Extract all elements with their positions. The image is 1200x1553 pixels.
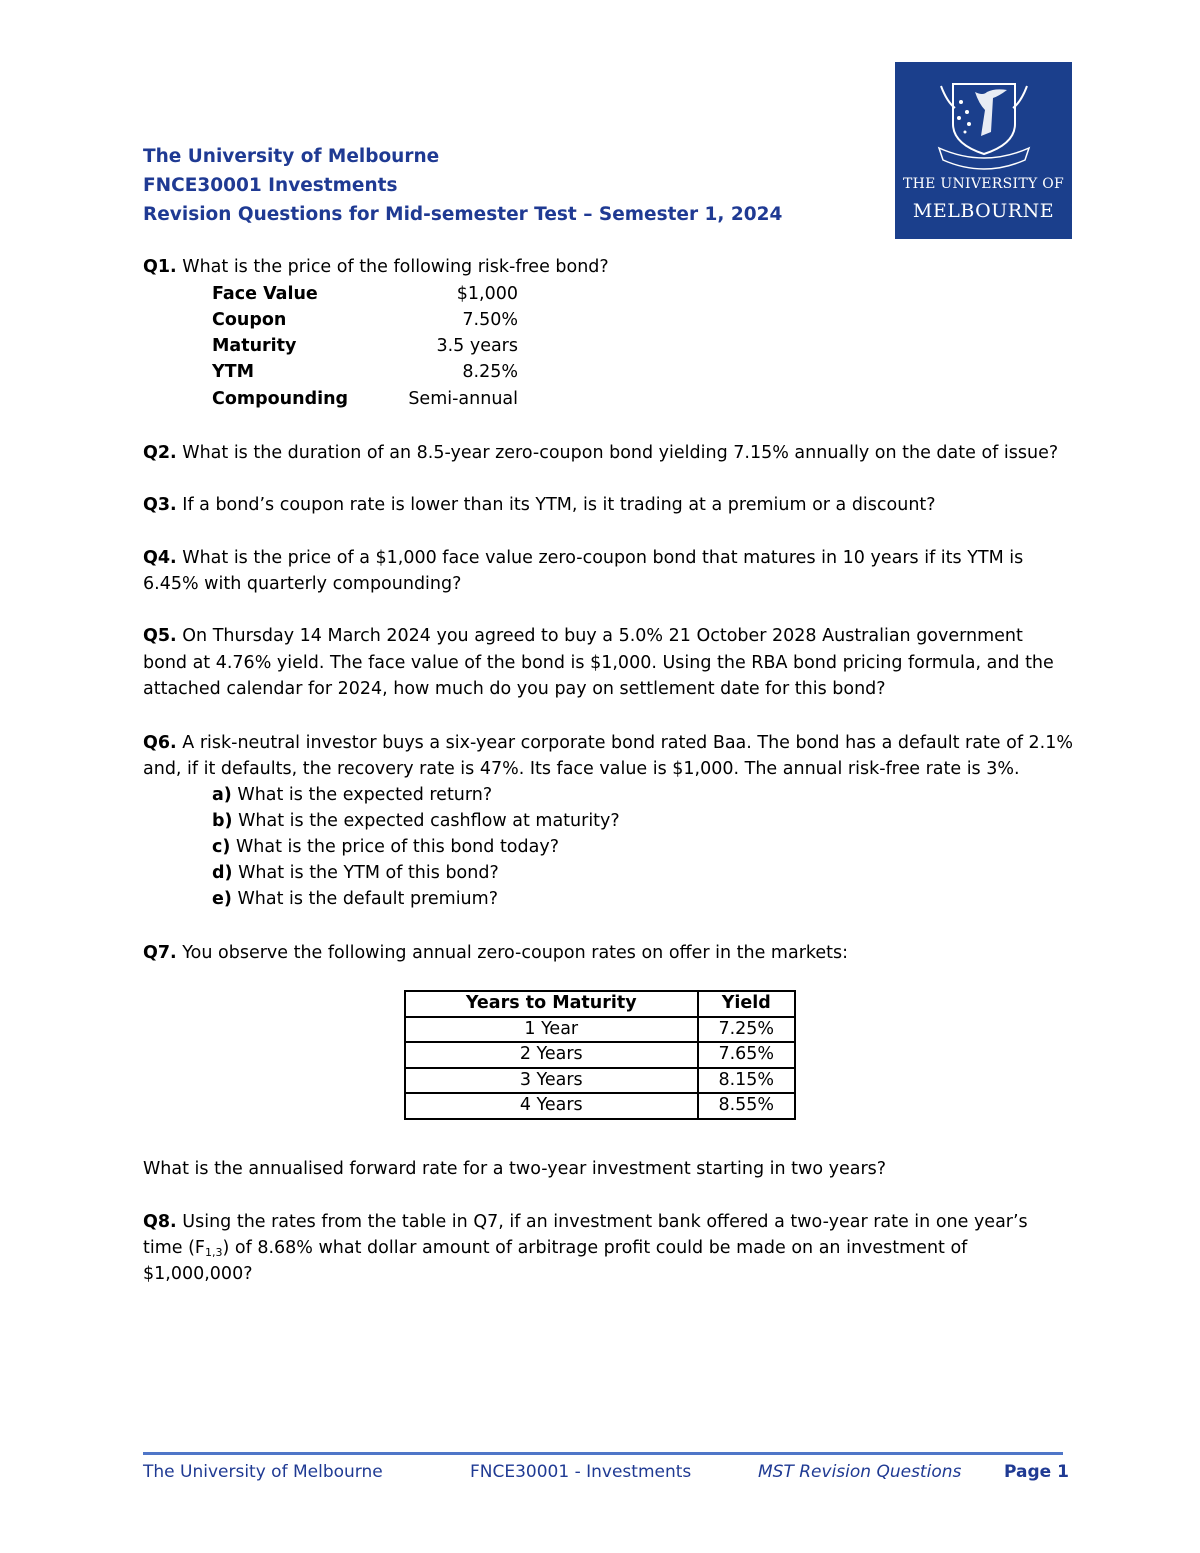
table-cell-years: 3 Years <box>405 1068 698 1094</box>
part-label: a) <box>212 785 232 805</box>
q6-part-d <box>212 860 499 886</box>
spec-ytm <box>212 359 518 385</box>
part-label: b) <box>212 811 233 831</box>
q8-text-line3: $1,000,000? <box>143 1264 253 1284</box>
q5-text-line2: bond at 4.76% yield. The face value of the bond is $1,000. Using the RBA bond pricing formula, and the <box>143 653 1054 673</box>
footer-page-number: Page 1 <box>1004 1462 1069 1482</box>
spec-value: Semi-annual <box>408 389 518 409</box>
q6-text-line2: and, if it defaults, the recovery rate is 47%. Its face value is $1,000. The annual risk-free rate is 3%. <box>143 759 1020 779</box>
table-cell-yield: 8.55% <box>698 1093 795 1119</box>
table-header: Yield <box>698 991 795 1017</box>
footer-doc-title: MST Revision Questions <box>758 1462 962 1482</box>
part-label: e) <box>212 889 232 909</box>
logo-line2: MELBOURNE <box>912 200 1055 222</box>
logo-line1: THE UNIVERSITY OF <box>902 176 1065 192</box>
q2-question <box>143 440 1058 466</box>
spec-label: YTM <box>212 362 255 382</box>
spec-label: Face Value <box>212 284 318 304</box>
table-cell-yield: 8.15% <box>698 1068 795 1094</box>
q7-question <box>143 940 848 966</box>
q4-question <box>143 545 1023 571</box>
part-text: What is the YTM of this bond? <box>238 863 499 883</box>
zero-coupon-rates-table <box>404 990 796 1120</box>
q1-text: What is the price of the following risk-free bond? <box>182 257 609 277</box>
part-label: d) <box>212 863 233 883</box>
q3-question <box>143 492 936 518</box>
q4-text-line1: What is the price of a $1,000 face value zero-coupon bond that matures in 10 years if its YTM is <box>182 548 1024 568</box>
q8-number: Q8. <box>143 1212 177 1232</box>
table-cell-yield: 7.65% <box>698 1042 795 1068</box>
spec-compounding <box>212 386 518 412</box>
q5-number: Q5. <box>143 626 177 646</box>
spec-value: 7.50% <box>462 310 518 330</box>
header-subject: FNCE30001 Investments <box>143 175 398 196</box>
spec-value: $1,000 <box>456 284 518 304</box>
q3-number: Q3. <box>143 495 177 515</box>
table-cell-years: 1 Year <box>405 1017 698 1043</box>
q7-number: Q7. <box>143 943 177 963</box>
table-row <box>405 1017 795 1043</box>
footer-subject: FNCE30001 - Investments <box>470 1462 692 1482</box>
part-text: What is the default premium? <box>237 889 498 909</box>
table-row <box>405 1093 795 1119</box>
q8-text-line2 <box>143 1235 967 1261</box>
q6-part-e <box>212 886 498 912</box>
spec-label: Maturity <box>212 336 297 356</box>
q6-question <box>143 730 1073 756</box>
table-header: Years to Maturity <box>405 991 698 1017</box>
spec-value: 3.5 years <box>436 336 518 356</box>
q8-line2-pre: time (F <box>143 1238 205 1258</box>
q2-text: What is the duration of an 8.5-year zero-coupon bond yielding 7.15% annually on the date of issue? <box>182 443 1059 463</box>
q5-text-line1: On Thursday 14 March 2024 you agreed to buy a 5.0% 21 October 2028 Australian government <box>182 626 1023 646</box>
spec-coupon <box>212 307 518 333</box>
spec-value: 8.25% <box>462 362 518 382</box>
q6-number: Q6. <box>143 733 177 753</box>
q6-part-c <box>212 834 559 860</box>
spec-maturity <box>212 333 518 359</box>
q5-question <box>143 623 1023 649</box>
q4-number: Q4. <box>143 548 177 568</box>
q7-text: You observe the following annual zero-coupon rates on offer in the markets: <box>182 943 849 963</box>
q6-part-b <box>212 808 620 834</box>
table-cell-years: 4 Years <box>405 1093 698 1119</box>
q6-part-a <box>212 782 492 808</box>
part-text: What is the price of this bond today? <box>235 837 559 857</box>
q8-line2-post: ) of 8.68% what dollar amount of arbitrage profit could be made on an investment of <box>222 1238 968 1258</box>
q1-question <box>143 254 609 280</box>
q3-text: If a bond’s coupon rate is lower than its YTM, is it trading at a premium or a discount? <box>182 495 936 515</box>
table-cell-years: 2 Years <box>405 1042 698 1068</box>
footer-rule <box>143 1452 1063 1455</box>
spec-face-value <box>212 281 518 307</box>
q5-text-line3: attached calendar for 2024, how much do you pay on settlement date for this bond? <box>143 679 886 699</box>
q7-followup: What is the annualised forward rate for a two-year investment starting in two years? <box>143 1159 887 1179</box>
header-university: The University of Melbourne <box>143 146 440 167</box>
page-title: Revision Questions for Mid-semester Test – Semester 1, 2024 <box>143 204 783 225</box>
part-text: What is the expected cashflow at maturity? <box>238 811 620 831</box>
university-logo <box>895 62 1072 239</box>
part-label: c) <box>212 837 231 857</box>
q8-question <box>143 1209 1028 1235</box>
q6-text-line1: A risk-neutral investor buys a six-year corporate bond rated Baa. The bond has a default rate of 2.1% <box>182 733 1074 753</box>
spec-label: Coupon <box>212 310 287 330</box>
table-row <box>405 1042 795 1068</box>
q1-number: Q1. <box>143 257 177 277</box>
q8-line2-subscript: 1,3 <box>205 1246 223 1259</box>
part-text: What is the expected return? <box>237 785 493 805</box>
q2-number: Q2. <box>143 443 177 463</box>
table-row <box>405 1068 795 1094</box>
spec-label: Compounding <box>212 389 349 409</box>
q8-text-line1: Using the rates from the table in Q7, if an investment bank offered a two-year rate in one year’s <box>182 1212 1028 1232</box>
footer-university: The University of Melbourne <box>143 1462 383 1482</box>
q4-text-line2: 6.45% with quarterly compounding? <box>143 574 462 594</box>
table-header-row <box>405 991 795 1017</box>
table-cell-yield: 7.25% <box>698 1017 795 1043</box>
